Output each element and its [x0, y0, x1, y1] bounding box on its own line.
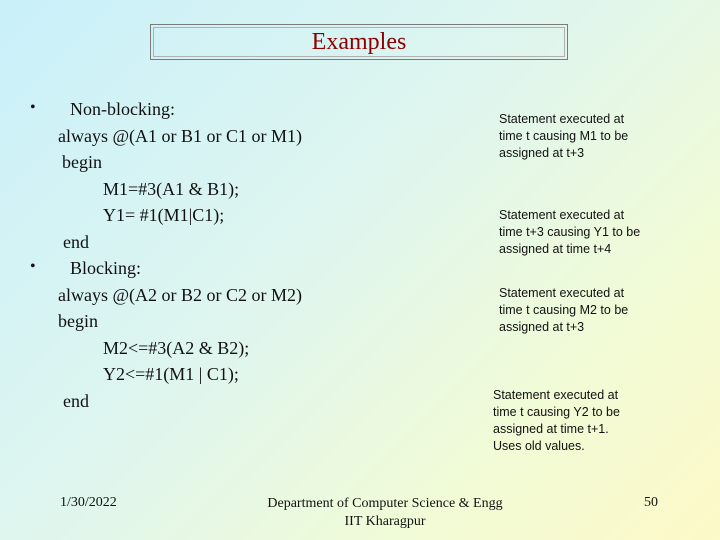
code-line: end: [63, 391, 89, 411]
note-m1: [499, 111, 628, 162]
note-line: assigned at time t+1.: [493, 422, 609, 436]
code-line: always @(A1 or B1 or C1 or M1): [58, 126, 303, 146]
blocking-heading: Blocking:: [70, 258, 141, 278]
note-y2: [493, 387, 620, 455]
footer-date: 1/30/2022: [60, 495, 117, 510]
note-line: time t+3 causing Y1 to be: [499, 225, 641, 239]
note-line: assigned at t+3: [499, 146, 585, 160]
code-line: M2<=#3(A2 & B2);: [103, 338, 250, 358]
note-line: Uses old values.: [493, 439, 585, 453]
note-line: Statement executed at: [499, 286, 625, 300]
code-line: Y1= #1(M1|C1);: [103, 205, 225, 225]
footer-dept-line: Department of Computer Science & Engg: [267, 496, 503, 511]
note-line: Statement executed at: [499, 208, 625, 222]
note-line: Statement executed at: [493, 388, 619, 402]
footer-department: [255, 495, 515, 531]
bullet-icon: •: [30, 99, 36, 116]
code-line: end: [63, 232, 89, 252]
note-m2: [499, 285, 628, 336]
code-line: M1=#3(A1 & B1);: [103, 179, 240, 199]
code-line: Y2<=#1(M1 | C1);: [103, 364, 239, 384]
note-line: Statement executed at: [499, 112, 625, 126]
note-line: assigned at t+3: [499, 320, 585, 334]
page-number: 50: [644, 495, 658, 510]
note-line: time t causing M2 to be: [499, 303, 629, 317]
code-line: begin: [62, 152, 102, 172]
code-line: begin: [58, 311, 98, 331]
nonblocking-heading: Non-blocking:: [70, 99, 175, 119]
note-line: time t causing M1 to be: [499, 129, 629, 143]
note-y1: [499, 207, 640, 258]
code-line: always @(A2 or B2 or C2 or M2): [58, 285, 303, 305]
bullet-icon: •: [30, 258, 36, 275]
slide-title: Examples: [311, 28, 407, 55]
note-line: time t causing Y2 to be: [493, 405, 620, 419]
note-line: assigned at time t+4: [499, 242, 612, 256]
footer-dept-line: IIT Kharagpur: [344, 514, 426, 529]
title-box: [150, 24, 568, 60]
